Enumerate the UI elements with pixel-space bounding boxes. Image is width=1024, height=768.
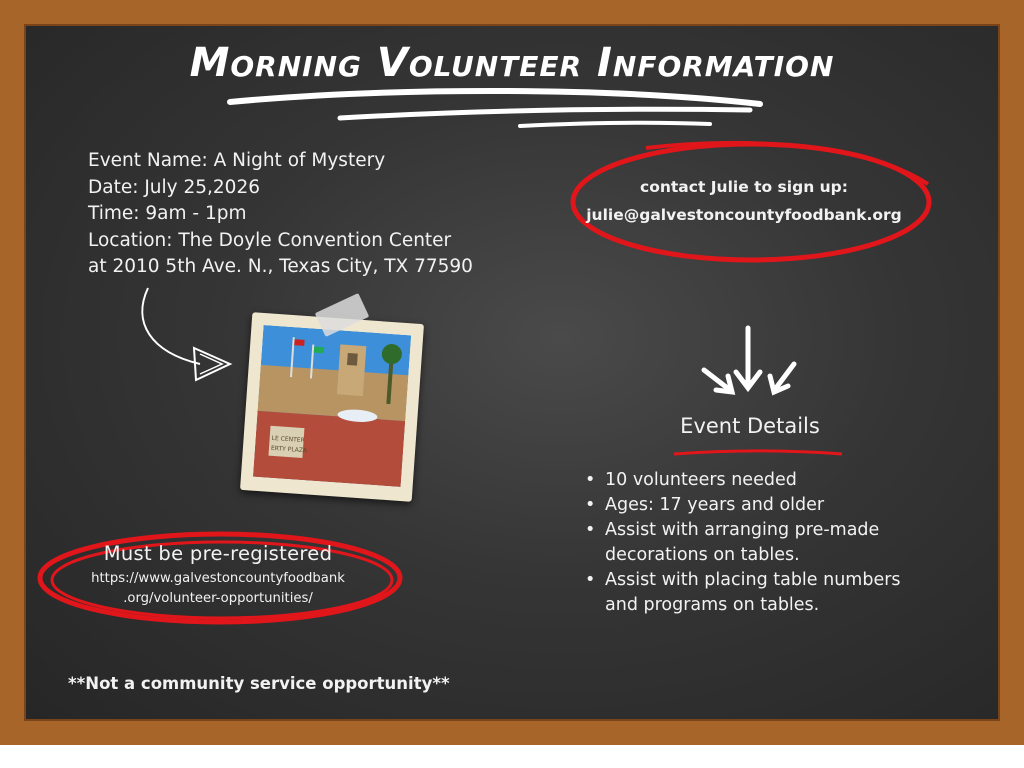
- contact-line: contact Julie to sign up:: [640, 178, 848, 196]
- disclaimer-note: **Not a community service opportunity**: [68, 674, 450, 693]
- list-item: • 10 volunteers needed: [585, 470, 797, 490]
- event-location: Location: The Doyle Convention Center: [88, 229, 452, 251]
- venue-photo: [240, 312, 424, 502]
- list-item: • Assist with arranging pre-made decorations on tables.: [585, 520, 880, 565]
- page-title: Morning Volunteer Information: [189, 40, 835, 86]
- details-heading: Event Details: [680, 414, 820, 438]
- contact-box: [570, 173, 918, 229]
- event-address: at 2010 5th Ave. N., Texas City, TX 77590: [88, 256, 473, 277]
- title-underline: [220, 84, 780, 134]
- event-date: Date: July 25,2026: [88, 176, 260, 198]
- list-item: • Assist with placing table numbers and programs on tables.: [585, 570, 901, 615]
- venue-image: [253, 325, 411, 487]
- svg-text:LE CENTER: LE CENTER: [271, 434, 305, 445]
- event-name: Event Name: A Night of Mystery: [88, 150, 386, 171]
- down-arrows-icon: [690, 322, 810, 402]
- event-info: [88, 148, 473, 281]
- list-item: • Ages: 17 years and older: [585, 495, 825, 515]
- details-underline: [670, 448, 850, 460]
- event-time: Time: 9am - 1pm: [88, 203, 247, 224]
- contact-email[interactable]: julie@galvestoncountyfoodbank.org: [586, 206, 902, 224]
- curved-arrow-icon: [130, 282, 250, 392]
- details-list: [585, 468, 920, 618]
- svg-text:ERTY PLAZA: ERTY PLAZA: [270, 444, 308, 455]
- prereg-heading: Must be pre-registered: [103, 542, 333, 565]
- prereg-box: [68, 542, 368, 609]
- prereg-url[interactable]: https://www.galvestoncountyfoodbank .org/volunteer-opportunities/: [91, 571, 345, 606]
